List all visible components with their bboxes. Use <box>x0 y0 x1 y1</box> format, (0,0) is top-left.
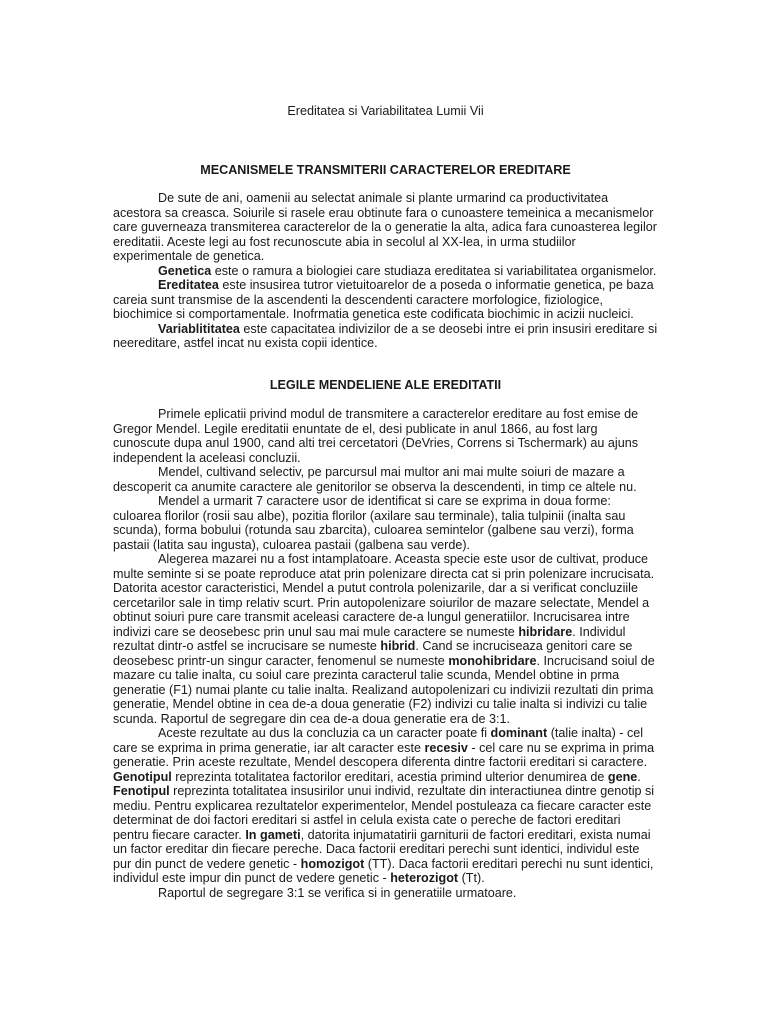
paragraph-ereditatea <box>113 278 658 322</box>
term-in-gameti: In gameti <box>245 827 301 842</box>
paragraph: Mendel a urmarit 7 caractere usor de identificat si care se exprima in doua forme: culoarea florilor (rosii sau albe), pozitia florilor (axilare sau terminale), talia tulpinii (inalta sau scunda), forma bobului (rotunda sau zbarcita), culoarea semintelor (galbene sau verzi), forma pastaii (latita sau ingusta), culoarea pastaii (galbena sau verde). <box>113 494 634 552</box>
paragraph: Mendel, cultivand selectiv, pe parcursul mai multor ani mai multe soiuri de mazare a descoperit ca anumite caractere ale genitorilor se observa la descendenti, in timp ce altele nu. <box>113 465 637 494</box>
paragraph: Raportul de segregare 3:1 se verifica si in generatiile urmatoare. <box>158 885 517 900</box>
term-fenotipul: Fenotipul <box>113 784 170 798</box>
paragraph-text: (talie inalta) - cel care se exprima in prima generatie, iar alt caracter este <box>113 726 644 755</box>
term-hibrid: hibrid <box>380 639 416 653</box>
heading-mechanisms: MECANISMELE TRANSMITERII CARACTERELOR EREDITARE <box>200 163 571 177</box>
paragraph-text: , datorita injumatatirii garniturii de factori ereditari, exista numai un factor ereditar din fiecare pereche. Daca factorii ereditari perechi sunt identici, individul este pur din punct de vedere genetic - <box>113 827 651 871</box>
term-dominant: dominant <box>490 726 548 740</box>
paragraph: De sute de ani, oamenii au selectat animale si plante urmarind ca productivitatea acestora sa creasca. Soiurile si rasele erau obtinute fara o cunoastere temeinica a mecanismelor care guverneaza transmiterea caracterelor de la o generatie la alta, adica fara cunoasterea legilor ereditatii. Aceste legi au fost recunoscute abia in secolul al XX-lea, in urma studiilor experimentale de genetica. <box>113 191 657 263</box>
paragraph-text: Aceste rezultate au dus la concluzia ca un caracter poate fi <box>158 726 491 740</box>
paragraph-text: este capacitatea indivizilor de a se deosebi intre ei prin insusiri ereditare si neereditare, astfel incat nu exista copii identice. <box>113 321 658 350</box>
heading-mendel-laws: LEGILE MENDELIENE ALE EREDITATII <box>269 378 502 392</box>
term-homozigot: homozigot <box>300 856 365 871</box>
term-ereditatea: Ereditatea <box>158 278 219 292</box>
paragraph-text: reprezinta totalitatea factorilor ereditari, acestia primind ulterior denumirea de <box>171 769 608 784</box>
term-hibridare: hibridare <box>518 624 573 639</box>
paragraph-genetica <box>113 264 658 279</box>
section-mechanisms <box>113 191 658 351</box>
paragraph-dominant-recesiv <box>113 726 658 886</box>
section-mendel-laws <box>113 407 658 900</box>
term-gene: gene <box>607 769 638 784</box>
document-title: Ereditatea si Variabilitatea Lumii Vii <box>287 104 484 118</box>
paragraph-text: (Tt). <box>458 871 485 885</box>
term-variabilitatea: Variablititatea <box>158 321 240 336</box>
paragraph-text: . Incrucisand soiul de mazare cu talie inalta, cu soiul care prezinta caracterul talie scunda, Mendel obtine in prma generatie (F1) numai plante cu talie inalta. Realizand autopolenizari cu indivizii rezultati din prima generatie, Mendel obtine in cea de-a doua generatie (F2) indivizi cu talie inalta si indivizi cu talie scunda. Raportul de segregare din cea de-a doua generatie era de 3:1. <box>113 653 655 726</box>
paragraph-text: . <box>637 769 641 784</box>
paragraph-text: . Cand se incruciseaza genitori care se deosebesc printr-un singur caracter, fenomenul se numeste <box>113 639 633 668</box>
paragraph-text: Alegerea mazarei nu a fost intamplatoare. Aceasta specie este usor de cultivat, produce multe seminte si se poate reproduce atat prin polenizare directa cat si prin polenizare incrucisata. Datorita acestor caracteristici, Mendel a putut controla polenizarile, dar a si verificat concluziile cercetarilor sale in timp relativ scurt. Prin autopolenizare soiurilor de mazare selectate, Mendel a obtinut soiuri pure care transmit aceleasi caractere de-a lungul generatiilor. Incrucisarea intre indivizi care se deosebesc prin unul sau mai mule caractere se numeste <box>113 552 655 639</box>
paragraph-text: reprezinta totalitatea insusirilor unui individ, rezultate din interactiunea dintre genotip si mediu. Pentru explicarea rezultatelor experimentelor, Mendel postuleaza ca fiecare caracter este determinat de doi factori ereditari si astfel in celula exista cate o pereche de factori ereditari pentru fiecare caracter. <box>113 784 655 842</box>
paragraph-text: - cel care nu se exprima in prima generatie. Prin aceste rezultate, Mendel descopera diferenta dintre factorii ereditari si caractere. <box>113 740 655 769</box>
paragraph-text: (TT). Daca factorii ereditari perechi nu sunt identici, individul este impur din punct de vedere genetic - <box>113 856 654 885</box>
term-monohibridare: monohibridare <box>448 653 537 668</box>
paragraph: Primele eplicatii privind modul de transmitere a caracterelor ereditare au fost emise de Gregor Mendel. Legile ereditatii enuntate de el, desi publicate in anul 1866, au fost larg cunoscute dupa anul 1900, cand alti trei cercetatori (DeVries, Correns si Tschermark) au ajuns independent la aceleasi concluzii. <box>113 407 639 465</box>
term-genotipul: Genotipul <box>113 769 172 784</box>
paragraph-text: este insusirea tutror vietuitoarelor de a poseda o informatie genetica, pe baza careia sunt transmise de la ascendenti la descendenti caractere morfologice, fiziologice, biochimice si comportamentale. Inofrmatia genetica este codificata biochimic in acizii nucleici. <box>113 278 654 321</box>
paragraph-text: este o ramura a biologiei care studiaza ereditatea si variabilitatea organismelor. <box>211 263 657 278</box>
term-heterozigot: heterozigot <box>390 871 459 885</box>
paragraph-hibridare <box>113 552 658 726</box>
paragraph-text: . Individul rezultat dintr-o astfel se incrucisare se numeste <box>113 624 626 653</box>
term-genetica: Genetica <box>158 263 212 278</box>
term-recesiv: recesiv <box>424 740 468 755</box>
paragraph-variabilitatea <box>113 322 658 351</box>
